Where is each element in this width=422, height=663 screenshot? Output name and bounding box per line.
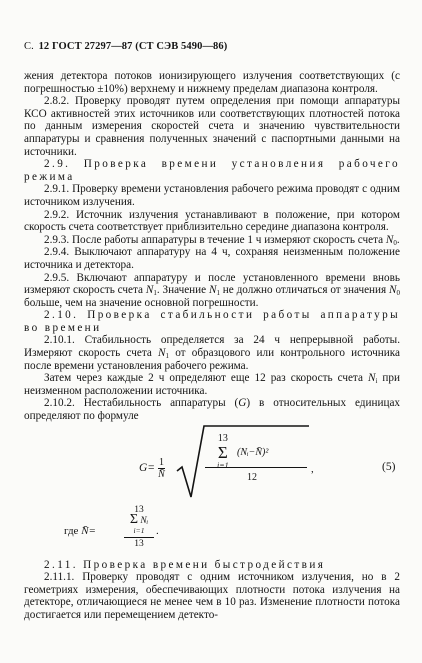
paragraph-2-9-5: 2.9.5. Включают аппаратуру и после установленного времени вновь измеряют скорость счета $N_1$. Значение $N_1$ не должно отличаться от значения $N_0$ больше, чем на значение основной погрешности. xyxy=(24,271,400,309)
radicand-denominator: 12 xyxy=(247,471,257,483)
paragraph-2-10-1: 2.10.1. Стабильность определяется за 24 ч непрерывной работы. Измеряют скорость счета $N_1$ от образцового или контрольного источника после времени установления рабочего режима. xyxy=(24,334,400,372)
paragraph-2-11-1: 2.11.1. Проверку проводят с одним источником излучения, но в 2 геометриях измерения, обеспечивающих плотности потока излучения на детекторе, отличающиеся не менее чем в 10 раз. Изменение плотности потока достигается или перемещением детекто- xyxy=(24,571,400,621)
page-header xyxy=(24,41,227,52)
coefficient-fraction: $\frac{1}{N̄}$ xyxy=(158,456,165,480)
formula-lhs: G= $\frac{1}{N̄}$ xyxy=(139,456,165,480)
paragraph-continuation: жения детектора потоков ионизирующего излучения соответствующих (с погрешностью ±10%) верхнему и нижнему пределам диапазона контроля. xyxy=(24,70,400,95)
heading-2-9: 2.9. Проверка времени установления рабочего режима xyxy=(24,158,400,183)
paragraph-2-8-2: 2.8.2. Проверку проводят путем определения при помощи аппаратуры КСО активностей этих источников или соответствующих плотностей потока по данным измерения скоростей счета и значению чувствительности аппаратуры и сравнения полученных значений с паспортными данными на источники. xyxy=(24,95,400,158)
standard-title: ГОСТ 27297—87 (СТ СЭВ 5490—86) xyxy=(52,41,228,52)
mean-fraction: 13 Σ Nᵢ i=1 13 xyxy=(124,505,154,549)
equation-number: (5) xyxy=(382,460,396,473)
heading-2-11: 2.11. Проверка времени быстродействия xyxy=(44,558,326,571)
formula-where: где N̄= 13 Σ Nᵢ i=1 13 . xyxy=(64,504,159,549)
paragraph-then: Затем через каждые 2 ч определяют еще 12 раз скорость счета $N_i$ при неизменном расположении источника. xyxy=(24,372,400,397)
document-body xyxy=(24,70,400,622)
heading-2-10: 2.10. Проверка стабильности работы аппаратуры во времени xyxy=(24,309,400,334)
radical-sign xyxy=(175,425,311,501)
paragraph-2-10-2: 2.10.2. Нестабильность аппаратуры (G) в относительных единицах определяют по формуле xyxy=(24,397,400,423)
paragraph-2-9-2: 2.9.2. Источник излучения устанавливают в положение, при котором скорость счета соответствует приблизительно середине диапазона контроля. xyxy=(24,208,400,234)
page-prefix: С. xyxy=(24,41,34,52)
paragraph-2-9-3: 2.9.3. После работы аппаратуры в течение 1 ч измеряют скорость счета $N_0$. xyxy=(44,233,400,247)
radicand-fraction-line xyxy=(205,467,307,468)
where-expression: где N̄= xyxy=(64,524,96,537)
paragraph-2-9-1: 2.9.1. Проверку времени установления рабочего режима проводят с одним источником излучения. xyxy=(24,183,400,208)
summand: (Nᵢ−N̄)² xyxy=(237,446,269,458)
page-number: 12 xyxy=(38,41,50,52)
summation: 13 Σ i=1 xyxy=(217,432,229,471)
paragraph-2-9-4: 2.9.4. Выключают аппаратуру на 4 ч, сохраняя неизменным положение источника и детектора. xyxy=(24,246,400,271)
formula-5: G= $\frac{1}{N̄}$ 13 Σ i=1 (Nᵢ−N̄)² 12 , (5) xyxy=(24,425,400,503)
